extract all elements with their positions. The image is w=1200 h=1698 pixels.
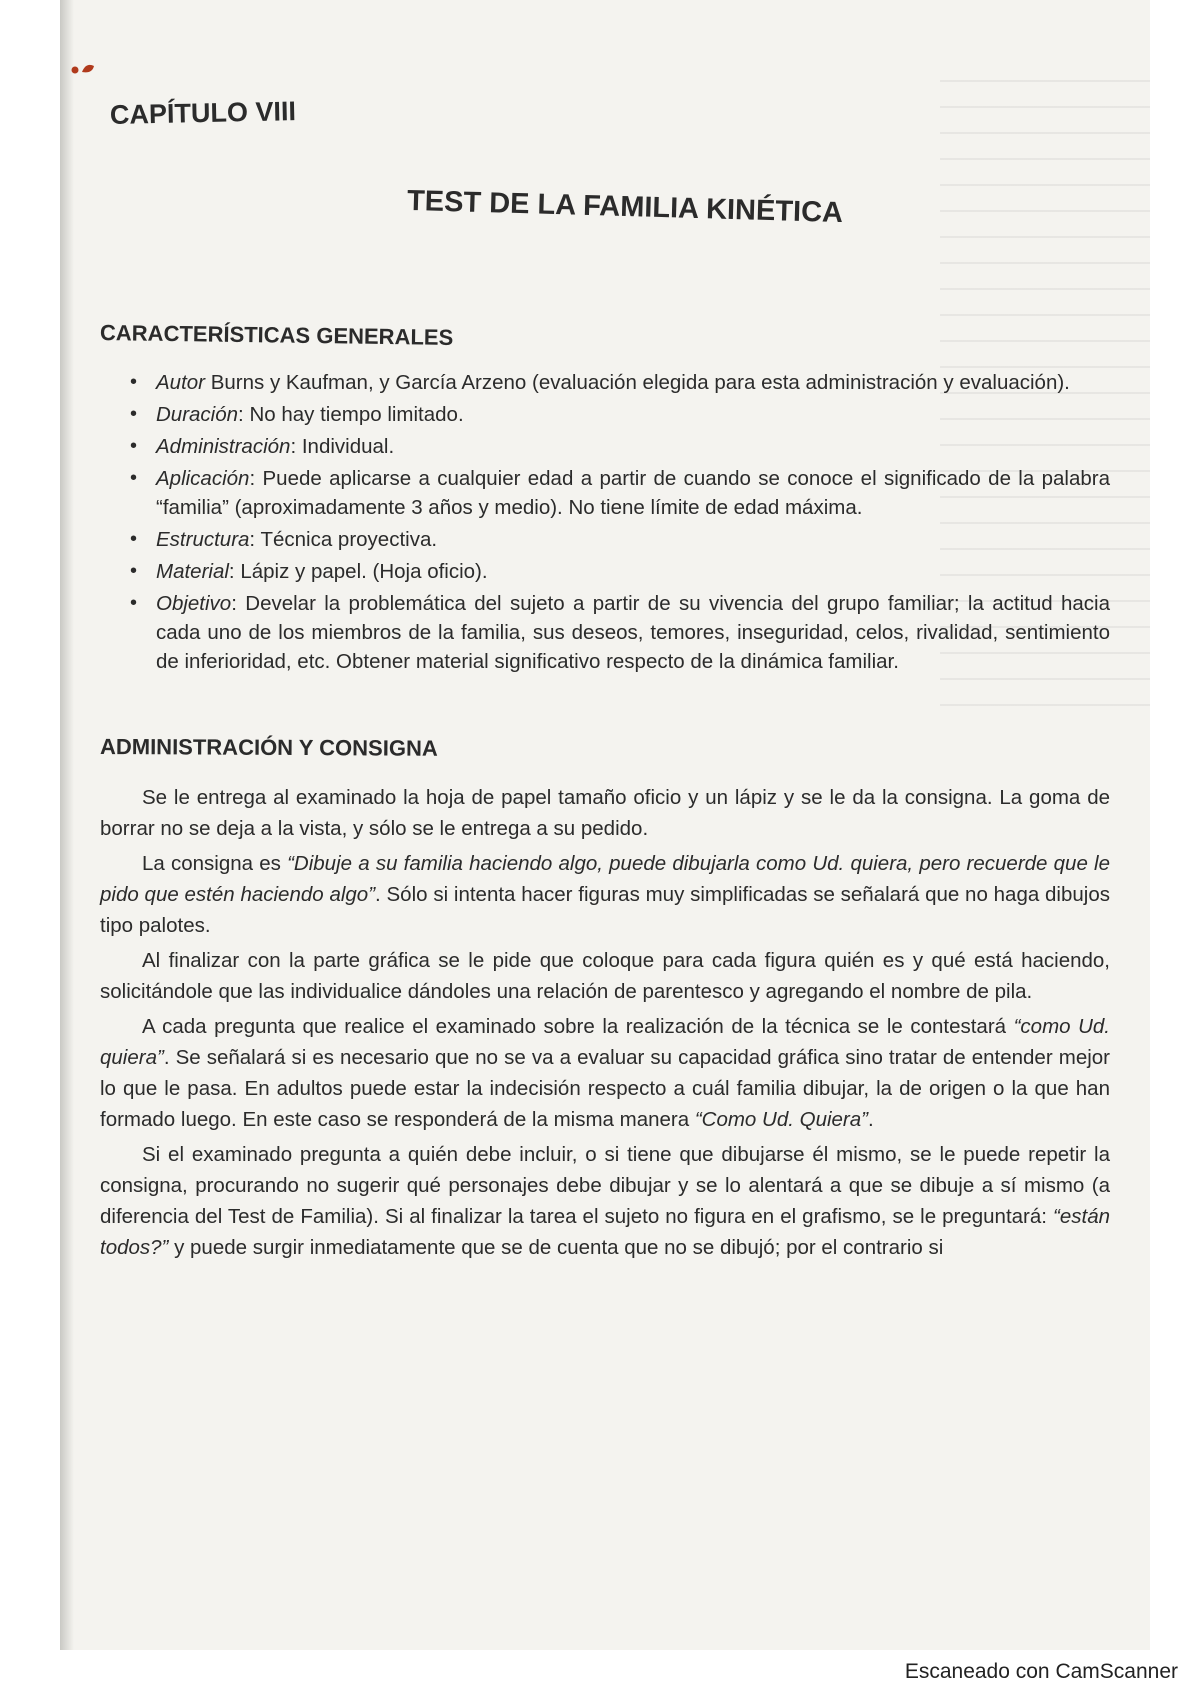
bullet-icon: • [130,467,138,489]
chapter-heading: CAPÍTULO VIII [109,96,297,130]
paragraph-text: Si el examinado pregunta a quién debe incluir, o si tiene que dibujarse él mismo, se le puede repetir la consigna, procurando no sugerir qué personajes debe dibujar y se lo alentará a que se dibuje a sí mismo (a diferencia del Test de Familia). Si al finalizar la tarea el sujeto no figura en el grafismo, se le preguntará: [100,1143,1110,1228]
red-ink-mark [68,60,98,78]
list-item [130,525,1110,554]
page-content [99,96,1110,1267]
section-heading-administration: ADMINISTRACIÓN Y CONSIGNA [99,734,438,761]
paragraph [100,848,1110,941]
item-label: Material [156,560,229,583]
item-text: : No hay tiempo limitado. [238,403,464,426]
paragraph [100,1139,1110,1263]
item-label: Estructura [156,528,250,551]
quoted-instruction: “Dibuje a su familia haciendo algo, puede dibujarla como Ud. quiera, pero recuerde que le pido que estén haciendo algo” [100,852,1110,906]
quoted-phrase: “Como Ud. Quiera” [694,1108,868,1131]
bullet-icon: • [130,560,138,582]
paragraph-text: y puede surgir inmediatamente que se de cuenta que no se dibujó; por el contrario si [168,1236,944,1259]
item-label: Aplicación [156,467,250,490]
section-heading-features: CARACTERÍSTICAS GENERALES [99,320,454,350]
item-label: Administración [156,435,291,458]
list-item [130,368,1110,397]
quoted-phrase: “como Ud. quiera” [100,1015,1110,1069]
list-item [130,557,1110,586]
item-text: : Puede aplicarse a cualquier edad a partir de cuando se conoce el significado de la palabra “familia” (aproximadamente 3 años y medio). No tiene límite de edad máxima. [156,467,1110,519]
paragraph-text: . [868,1108,874,1131]
bullet-icon: • [130,403,138,425]
bullet-icon: • [130,592,138,614]
page-edge-shadow [60,0,74,1650]
paragraph-text: . Se señalará si es necesario que no se va a evaluar su capacidad gráfica sino tratar de entender mejor lo que le pasa. En adultos puede estar la indecisión respecto a cuál familia dibujar, la de origen o la que han formado luego. En este caso se responderá de la misma manera [100,1046,1110,1131]
bullet-icon: • [130,528,138,550]
scanner-watermark: Escaneado con CamScanner [904,1660,1178,1683]
item-text: : Develar la problemática del sujeto a partir de su vivencia del grupo familiar; la actitud hacia cada uno de los miembros de la familia, sus deseos, temores, inseguridad, celos, rivalidad, sentimiento de inferioridad, etc. Obtener material significativo respecto de la dinámica familiar. [156,592,1110,673]
bullet-icon: • [130,435,138,457]
list-item [130,432,1110,461]
page-title: TEST DE LA FAMILIA KINÉTICA [406,184,844,230]
item-text: : Técnica proyectiva. [249,528,438,551]
item-text: : Individual. [290,435,395,458]
item-text: Burns y Kaufman, y García Arzeno (evaluación elegida para esta administración y evaluación). [205,371,1070,394]
bullet-icon: • [130,371,138,393]
item-label: Autor [156,371,205,394]
quoted-phrase: “están todos?” [100,1205,1110,1259]
paragraph-text: A cada pregunta que realice el examinado sobre la realización de la técnica se le contestará [142,1015,1014,1038]
paragraph: Al finalizar con la parte gráfica se le pide que coloque para cada figura quién es y qué está haciendo, solicitándole que las individualice dándoles una relación de parentesco y agregando el nombre de pila. [100,949,1110,1003]
paragraph: Se le entrega al examinado la hoja de papel tamaño oficio y un lápiz y se le da la consigna. La goma de borrar no se deja a la vista, y sólo se le entrega a su pedido. [100,786,1110,840]
list-item [130,400,1110,429]
list-item [130,464,1110,522]
list-item [130,589,1110,676]
scanned-page [60,0,1150,1650]
paragraph-text: La consigna es [142,852,288,875]
item-label: Objetivo [156,592,232,615]
item-text: : Lápiz y papel. (Hoja oficio). [228,560,488,583]
item-label: Duración [156,403,239,426]
features-list [130,368,1110,676]
paragraph-text: . Sólo si intenta hacer figuras muy simplificadas se señalará que no haga dibujos tipo palotes. [100,883,1110,937]
paragraph [100,1011,1110,1135]
